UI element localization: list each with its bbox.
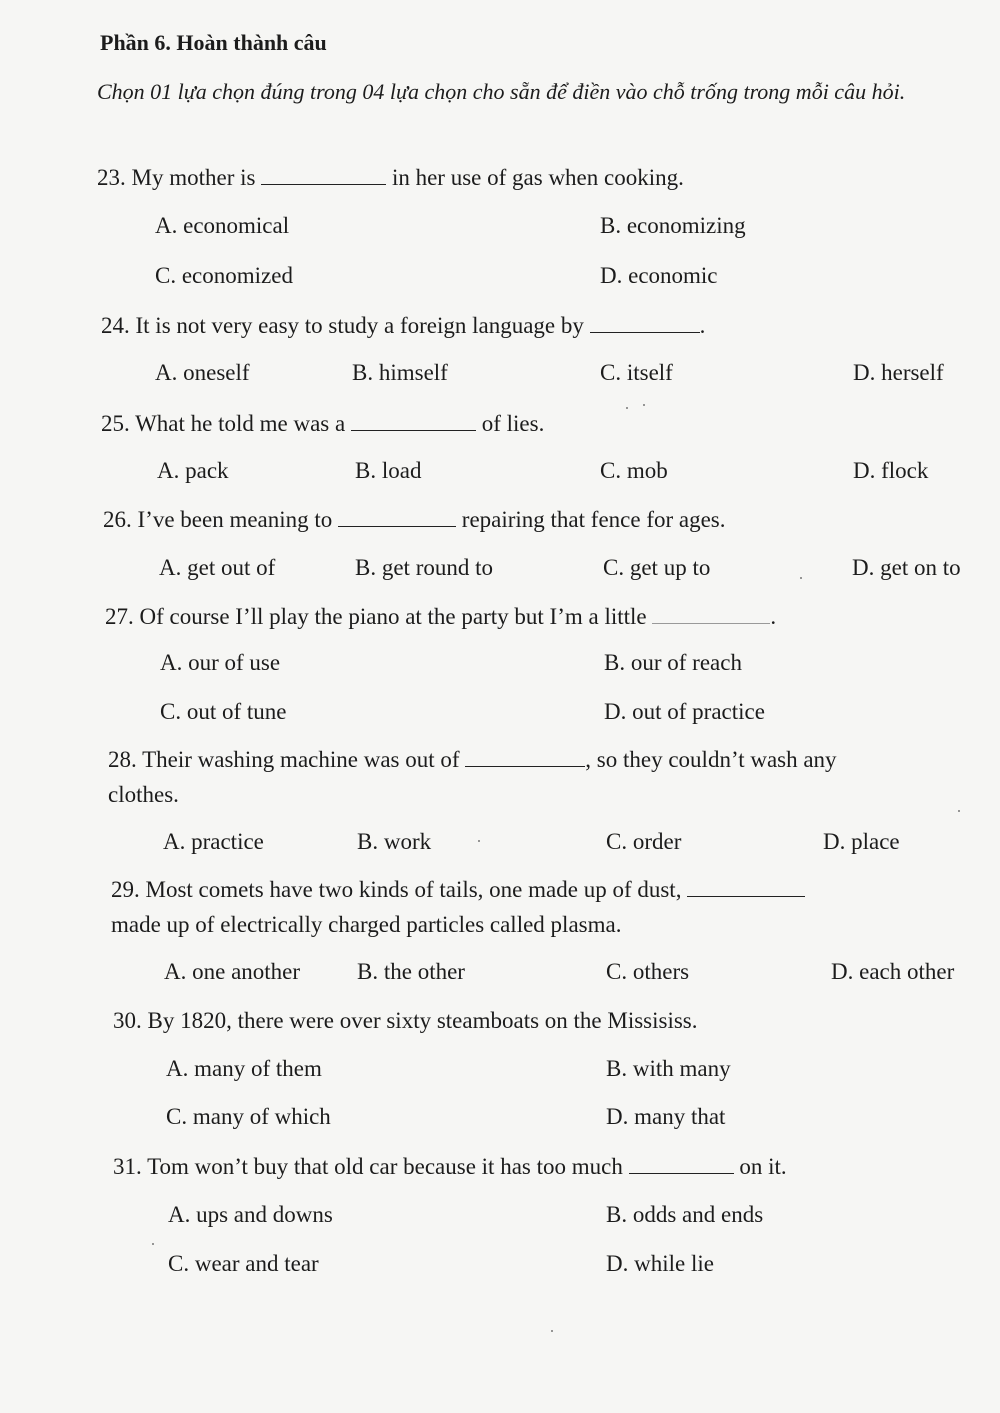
option-b: B. himself: [352, 360, 448, 385]
question-text-before: Of course I’ll play the piano at the party but I’m a little: [139, 604, 647, 629]
answer-blank: [465, 746, 585, 767]
scan-speck: [152, 1243, 154, 1245]
option-d: D. each other: [831, 959, 955, 984]
scan-speck: [478, 840, 480, 842]
answer-blank: [629, 1153, 734, 1174]
option-c: C. itself: [600, 360, 673, 385]
question-23: [97, 164, 684, 191]
option-c: C. wear and tear: [168, 1251, 319, 1276]
option-c: C. economized: [155, 263, 293, 288]
scan-speck: [800, 577, 802, 579]
scan-speck: [626, 407, 628, 409]
answer-blank: [652, 603, 770, 624]
option-c: C. mob: [600, 458, 668, 483]
option-b: B. with many: [606, 1056, 731, 1081]
option-d: D. many that: [606, 1104, 726, 1129]
question-30: [113, 1008, 698, 1034]
question-text-before: By 1820, there were over sixty steamboats on the Missisiss.: [147, 1008, 698, 1033]
question-24: [101, 312, 705, 339]
question-28-line2: clothes.: [108, 782, 179, 807]
question-text-after: in her use of gas when cooking.: [391, 165, 684, 190]
question-29-line2: made up of electrically charged particles called plasma.: [111, 912, 622, 937]
section-title: Phần 6. Hoàn thành câu: [100, 30, 327, 55]
question-text-before: Most comets have two kinds of tails, one made up of dust,: [145, 877, 682, 902]
answer-blank: [261, 164, 386, 185]
question-number: 25.: [101, 411, 130, 436]
option-d: D. herself: [853, 360, 944, 385]
option-d: D. place: [823, 829, 900, 854]
question-26: [103, 506, 726, 533]
option-a: A. pack: [157, 458, 229, 483]
answer-blank: [687, 876, 805, 897]
question-number: 29.: [111, 877, 140, 902]
option-b: B. the other: [357, 959, 465, 984]
option-d: D. while lie: [606, 1251, 714, 1276]
question-number: 31.: [113, 1154, 142, 1179]
option-b: B. work: [357, 829, 432, 854]
option-a: A. ups and downs: [168, 1202, 333, 1227]
question-text-after: .: [770, 604, 777, 629]
question-31: [113, 1153, 787, 1180]
option-a: A. many of them: [166, 1056, 322, 1081]
scan-speck: [643, 404, 645, 406]
option-d: D. get on to: [852, 555, 961, 580]
question-text-before: What he told me was a: [135, 411, 346, 436]
option-c: C. order: [606, 829, 682, 854]
question-text-before: It is not very easy to study a foreign language by: [135, 313, 584, 338]
answer-blank: [590, 312, 700, 333]
option-c: C. out of tune: [160, 699, 287, 724]
option-a: A. oneself: [155, 360, 250, 385]
option-b: B. get round to: [355, 555, 493, 580]
option-a: A. one another: [164, 959, 301, 984]
question-number: 28.: [108, 747, 137, 772]
option-b: B. odds and ends: [606, 1202, 764, 1227]
option-c: C. get up to: [603, 555, 711, 580]
option-c: C. others: [606, 959, 690, 984]
option-c: C. many of which: [166, 1104, 331, 1129]
option-a: A. economical: [155, 213, 290, 238]
answer-blank: [351, 410, 476, 431]
option-a: A. get out of: [159, 555, 276, 580]
question-number: 30.: [113, 1008, 142, 1033]
question-text-after: on it.: [739, 1154, 787, 1179]
question-number: 23.: [97, 165, 126, 190]
option-d: D. economic: [600, 263, 718, 288]
question-text-before: Their washing machine was out of: [142, 747, 460, 772]
option-b: B. economizing: [600, 213, 746, 238]
question-number: 26.: [103, 507, 132, 532]
option-d: D. out of practice: [604, 699, 765, 724]
option-a: A. our of use: [160, 650, 281, 675]
option-a: A. practice: [163, 829, 264, 854]
question-29: [111, 876, 805, 903]
question-text-before: I’ve been meaning to: [137, 507, 333, 532]
scan-speck: [551, 1330, 553, 1332]
question-number: 27.: [105, 604, 134, 629]
option-b: B. our of reach: [604, 650, 742, 675]
section-instruction: Chọn 01 lựa chọn đúng trong 04 lựa chọn cho sẵn để điền vào chỗ trống trong mỗi câu hỏi.: [97, 79, 906, 104]
question-text-after: .: [699, 313, 706, 338]
scan-speck: [958, 810, 960, 812]
question-text-after: , so they couldn’t wash any: [585, 747, 837, 772]
question-text-after: of lies.: [481, 411, 545, 436]
question-25: [101, 410, 544, 437]
question-text-after: repairing that fence for ages.: [461, 507, 726, 532]
question-number: 24.: [101, 313, 130, 338]
option-d: D. flock: [853, 458, 929, 483]
question-28: [108, 746, 837, 773]
question-text-before: Tom won’t buy that old car because it has too much: [147, 1154, 623, 1179]
question-27: [105, 603, 776, 630]
option-b: B. load: [355, 458, 422, 483]
question-text-before: My mother is: [131, 165, 256, 190]
answer-blank: [338, 506, 456, 527]
